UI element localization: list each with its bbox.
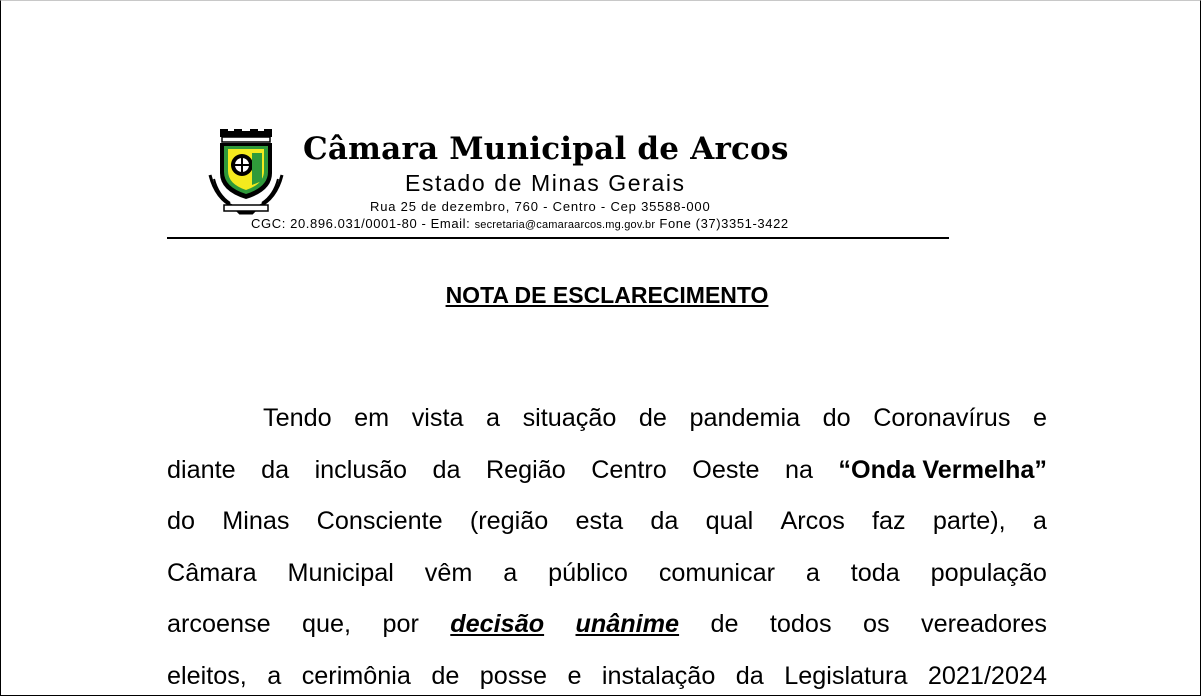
word: de: [431, 661, 460, 690]
word: 2021/2024: [927, 661, 1047, 690]
word: vêm: [424, 558, 473, 587]
word: e: [567, 661, 582, 690]
word: Região: [485, 455, 566, 484]
word: todos: [769, 610, 832, 638]
word: de: [638, 404, 667, 432]
word: em: [354, 404, 390, 432]
word: os: [862, 610, 890, 638]
word: inclusão: [314, 455, 407, 484]
org-contact: [251, 216, 789, 231]
word: Oeste: [692, 455, 760, 484]
word: parte),: [932, 507, 1006, 535]
word: da: [650, 507, 679, 535]
word: Consciente: [316, 507, 443, 535]
body-line: [167, 548, 1047, 600]
word: Câmara: [167, 558, 257, 587]
body-line: [167, 445, 1047, 497]
word: instalação: [601, 661, 716, 690]
word: do: [167, 507, 196, 535]
word: Legislatura: [784, 661, 908, 690]
word: população: [930, 558, 1047, 587]
word: Municipal: [287, 558, 394, 587]
word: do: [822, 404, 851, 432]
word: da: [735, 661, 764, 690]
word: a: [805, 558, 820, 587]
word: Arcos: [780, 507, 845, 535]
word: (região: [469, 507, 549, 535]
word: que,: [302, 610, 352, 638]
word: vista: [411, 404, 464, 432]
word: Minas: [222, 507, 290, 535]
document-body: [167, 393, 1047, 696]
word: posse: [479, 661, 548, 690]
word: na: [784, 455, 813, 484]
org-cgc: CGC: 20.896.031/0001-80 - Email:: [251, 216, 471, 231]
word: esta: [575, 507, 624, 535]
word: faz: [872, 507, 906, 535]
word: comunicar: [658, 558, 775, 587]
word: a: [503, 558, 518, 587]
word: da: [261, 455, 290, 484]
word: de: [710, 610, 739, 638]
word: toda: [850, 558, 900, 587]
word: a: [486, 404, 501, 432]
word: qual: [705, 507, 754, 535]
org-phone: Fone (37)3351-3422: [659, 216, 789, 231]
municipal-coat-of-arms: [206, 129, 286, 215]
org-state: Estado de Minas Gerais: [405, 170, 686, 196]
word: Coronavírus: [873, 404, 1011, 432]
word: arcoense: [167, 610, 271, 638]
org-address: Rua 25 de dezembro, 760 - Centro - Cep 35588-000: [370, 199, 711, 214]
word: por: [382, 610, 419, 638]
decisao-emphasis: decisão: [450, 610, 545, 638]
word: Centro: [591, 455, 667, 484]
org-name: Câmara Municipal de Arcos: [303, 131, 789, 167]
body-line: [167, 496, 1047, 548]
body-line: [167, 651, 1047, 696]
document-title: NOTA DE ESCLARECIMENTO: [445, 282, 769, 308]
word: cerimônia: [301, 661, 411, 690]
word: e: [1032, 404, 1047, 432]
unanime-emphasis: unânime: [575, 610, 680, 638]
word: a: [1032, 507, 1047, 535]
word: público: [548, 558, 628, 587]
word: da: [432, 455, 461, 484]
word: eleitos,: [167, 661, 247, 690]
body-line: [167, 599, 1047, 651]
body-line: [167, 393, 1047, 445]
org-email: secretaria@camaraarcos.mg.gov.br: [474, 219, 656, 231]
word: situação: [522, 404, 617, 432]
word: Tendo: [263, 404, 332, 432]
header-divider: [167, 237, 949, 239]
word: a: [267, 661, 282, 690]
word: diante: [167, 455, 236, 484]
word: pandemia: [689, 404, 801, 432]
onda-vermelha-emphasis: “Onda Vermelha”: [838, 455, 1047, 484]
word: vereadores: [920, 610, 1047, 638]
